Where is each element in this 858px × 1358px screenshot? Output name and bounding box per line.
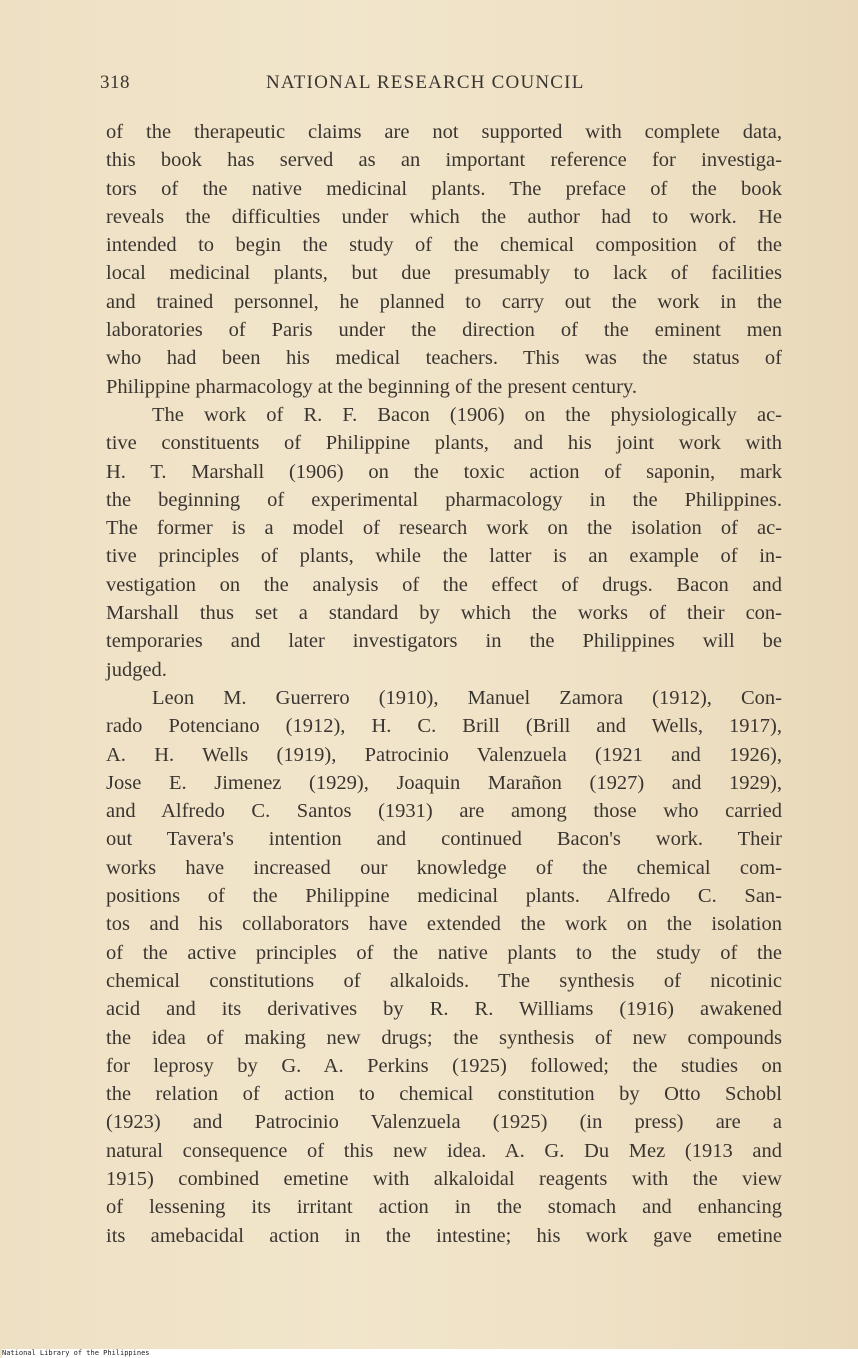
text-line: of lessening its irritant action in the stomach and enhancing bbox=[106, 1196, 782, 1219]
text-line: Jose E. Jimenez (1929), Joaquin Marañon (1927) and 1929), bbox=[106, 771, 782, 794]
text-line: the relation of action to chemical constitution by Otto Schobl bbox=[106, 1083, 782, 1106]
text-line: 1915) combined emetine with alkaloidal reagents with the view bbox=[106, 1167, 782, 1190]
text-line: acid and its derivatives by R. R. Williams (1916) awakened bbox=[106, 998, 782, 1021]
text-line: vestigation on the analysis of the effect of drugs. Bacon and bbox=[106, 573, 782, 596]
text-line: temporaries and later investigators in the Philippines will be bbox=[106, 630, 782, 653]
running-head: NATIONAL RESEARCH COUNCIL bbox=[266, 72, 585, 93]
text-line: works have increased our knowledge of the chemical com- bbox=[106, 856, 782, 879]
text-line: The former is a model of research work on the isolation of ac- bbox=[106, 517, 782, 540]
text-line: of the therapeutic claims are not supported with complete data, bbox=[106, 121, 782, 143]
text-line: reveals the difficulties under which the author had to work. He bbox=[106, 205, 782, 228]
text-line: tors of the native medicinal plants. The preface of the book bbox=[106, 177, 782, 200]
page-number: 318 bbox=[100, 72, 130, 93]
text-line: its amebacidal action in the intestine; his work gave emetine bbox=[106, 1224, 782, 1247]
text-line: A. H. Wells (1919), Patrocinio Valenzuela (1921 and 1926), bbox=[106, 743, 782, 766]
text-line: chemical constitutions of alkaloids. The synthesis of nicotinic bbox=[106, 969, 782, 992]
text-line: tive constituents of Philippine plants, and his joint work with bbox=[106, 432, 782, 455]
text-line: laboratories of Paris under the direction of the eminent men bbox=[106, 319, 782, 342]
text-line: local medicinal plants, but due presumably to lack of facilities bbox=[106, 262, 782, 285]
paragraph-start: The work of R. F. Bacon (1906) on the physiologically ac- bbox=[152, 403, 782, 426]
text-line: out Tavera's intention and continued Bacon's work. Their bbox=[106, 828, 782, 851]
paragraph-start: Leon M. Guerrero (1910), Manuel Zamora (1912), Con- bbox=[152, 686, 782, 709]
text-line: this book has served as an important reference for investiga- bbox=[106, 149, 782, 172]
text-line: for leprosy by G. A. Perkins (1925) followed; the studies on bbox=[106, 1054, 782, 1077]
text-line: judged. bbox=[106, 658, 167, 681]
text-line: positions of the Philippine medicinal plants. Alfredo C. San- bbox=[106, 885, 782, 908]
text-line: the beginning of experimental pharmacology in the Philippines. bbox=[106, 488, 782, 511]
body-text bbox=[106, 118, 782, 1250]
page-header bbox=[100, 72, 780, 98]
text-line: H. T. Marshall (1906) on the toxic action of saponin, mark bbox=[106, 460, 782, 483]
text-line: intended to begin the study of the chemical composition of the bbox=[106, 234, 782, 257]
library-credit: National Library of the Philippines bbox=[2, 1349, 858, 1358]
text-line: natural consequence of this new idea. A. G. Du Mez (1913 and bbox=[106, 1139, 782, 1162]
text-line: and Alfredo C. Santos (1931) are among those who carried bbox=[106, 800, 782, 823]
text-line: tos and his collaborators have extended the work on the isolation bbox=[106, 913, 782, 936]
text-line: Marshall thus set a standard by which the works of their con- bbox=[106, 602, 782, 625]
text-line: (1923) and Patrocinio Valenzuela (1925) (in press) are a bbox=[106, 1111, 782, 1134]
text-line: rado Potenciano (1912), H. C. Brill (Brill and Wells, 1917), bbox=[106, 715, 782, 738]
text-line: Philippine pharmacology at the beginning of the present century. bbox=[106, 375, 637, 398]
text-line: the idea of making new drugs; the synthesis of new compounds bbox=[106, 1026, 782, 1049]
text-line: who had been his medical teachers. This was the status of bbox=[106, 347, 782, 370]
text-line: and trained personnel, he planned to carry out the work in the bbox=[106, 290, 782, 313]
text-line: tive principles of plants, while the latter is an example of in- bbox=[106, 545, 782, 568]
text-line: of the active principles of the native plants to the study of the bbox=[106, 941, 782, 964]
